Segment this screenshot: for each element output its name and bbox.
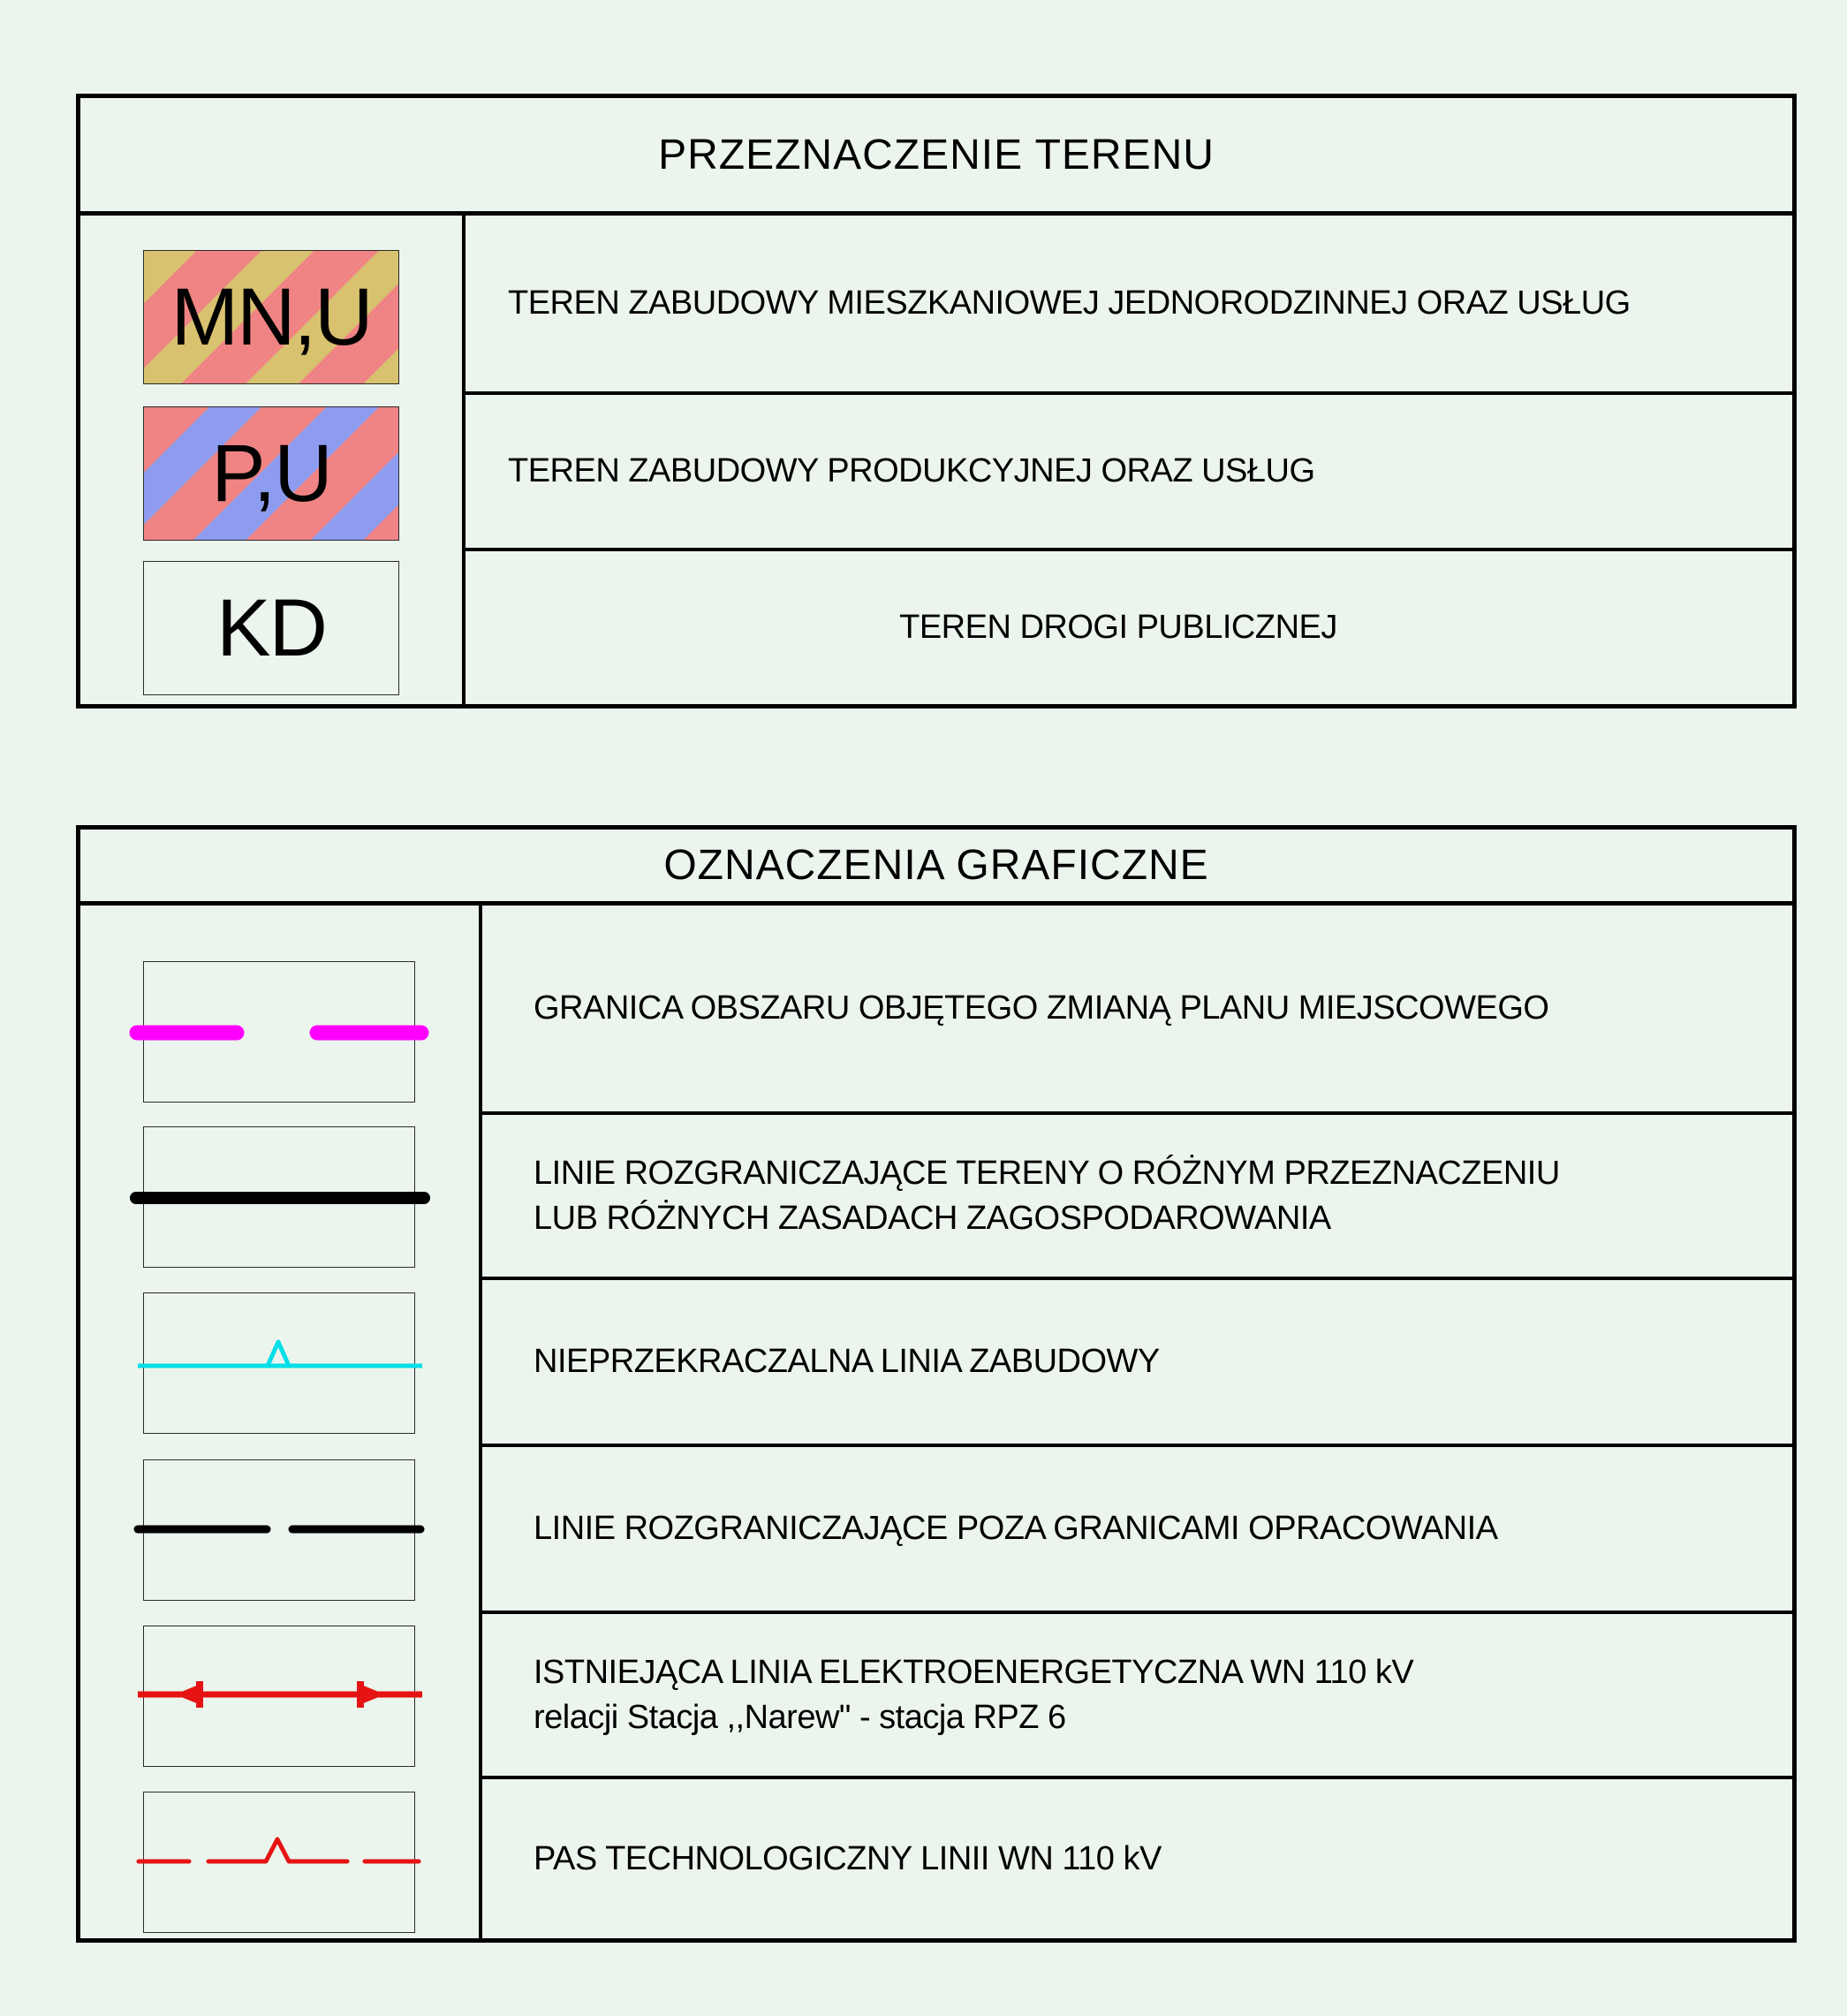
symbol-row-power-line: [482, 1614, 1792, 1779]
outside-boundary-description: LINIE ROZGRANICZAJĄCE POZA GRANICAMI OPRACOWANIA: [534, 1510, 1498, 1548]
symbol-row-dividing-lines: [482, 1115, 1792, 1280]
plan-boundary-symbol-box: [143, 961, 415, 1103]
land-use-swatch-mnu: [143, 250, 399, 384]
symbol-row-building-line: [482, 1280, 1792, 1447]
land-use-row-mnu: [466, 216, 1792, 395]
graphic-symbols-table-title: OZNACZENIA GRAFICZNE: [663, 842, 1209, 889]
dividing-lines-description-line1: LINIE ROZGRANICZAJĄCE TERENY O RÓŻNYM PRZEZNACZENIU: [534, 1155, 1560, 1193]
land-use-code-mnu: MN,U: [170, 272, 372, 362]
land-use-table-title: PRZEZNACZENIE TERENU: [658, 131, 1215, 178]
graphic-symbols-table-body: [80, 906, 1792, 1938]
red-dashed-strip-icon: [144, 1792, 416, 1934]
technological-strip-description: PAS TECHNOLOGICZNY LINII WN 110 kV: [534, 1839, 1162, 1877]
land-use-table: [76, 94, 1797, 709]
land-use-table-header: [80, 98, 1792, 216]
symbol-row-outside-boundary: [482, 1447, 1792, 1614]
power-line-left-arrowhead: [175, 1685, 199, 1704]
graphic-symbols-table-header: [80, 830, 1792, 906]
red-power-line-icon: [144, 1626, 416, 1768]
building-line-peak: [268, 1342, 289, 1366]
power-line-symbol-box: [143, 1626, 415, 1767]
technological-strip-symbol-box: [143, 1792, 415, 1933]
land-use-row-kd: [466, 551, 1792, 704]
graphic-symbols-table: [76, 825, 1797, 1943]
land-use-table-body: [80, 216, 1792, 704]
land-use-description-column: [466, 216, 1792, 704]
land-use-description-pu: TEREN ZABUDOWY PRODUKCYJNEJ ORAZ USŁUG: [508, 452, 1315, 490]
dividing-lines-description-line2: LUB RÓŻNYCH ZASADACH ZAGOSPODAROWANIA: [534, 1199, 1331, 1237]
dividing-lines-description: [534, 1151, 1560, 1239]
cyan-building-line-icon: [144, 1293, 416, 1435]
land-use-symbol-column: [80, 216, 466, 704]
land-use-code-kd: KD: [216, 583, 326, 673]
land-use-row-pu: [466, 395, 1792, 551]
symbol-row-technological-strip: [482, 1779, 1792, 1938]
graphic-symbols-description-column: [482, 906, 1792, 1938]
black-solid-line-icon: [144, 1127, 416, 1269]
plan-boundary-description: GRANICA OBSZARU OBJĘTEGO ZMIANĄ PLANU MIEJSCOWEGO: [534, 989, 1549, 1027]
outside-boundary-line-symbol-box: [143, 1459, 415, 1601]
symbol-row-plan-boundary: [482, 906, 1792, 1115]
power-line-description-line1: ISTNIEJĄCA LINIA ELEKTROENERGETYCZNA WN 110 kV: [534, 1654, 1414, 1692]
dividing-line-symbol-box: [143, 1126, 415, 1268]
technological-strip-line: [139, 1839, 419, 1861]
magenta-dashed-boundary-icon: [144, 962, 416, 1103]
graphic-symbols-column: [80, 906, 482, 1938]
land-use-swatch-pu: [143, 406, 399, 541]
power-line-description-line2: relacji Stacja ,,Narew" - stacja RPZ 6: [534, 1698, 1066, 1736]
land-use-swatch-kd: [143, 561, 399, 695]
black-dashed-line-icon: [144, 1460, 416, 1602]
power-line-right-arrowhead: [361, 1685, 385, 1704]
land-use-description-mnu: TEREN ZABUDOWY MIESZKANIOWEJ JEDNORODZINNEJ ORAZ USŁUG: [508, 284, 1631, 322]
building-line-symbol-box: [143, 1292, 415, 1434]
power-line-description: [534, 1650, 1413, 1739]
land-use-code-pu: P,U: [211, 428, 331, 519]
land-use-description-kd: TEREN DROGI PUBLICZNEJ: [899, 609, 1337, 647]
building-line-description: NIEPRZEKRACZALNA LINIA ZABUDOWY: [534, 1343, 1160, 1381]
